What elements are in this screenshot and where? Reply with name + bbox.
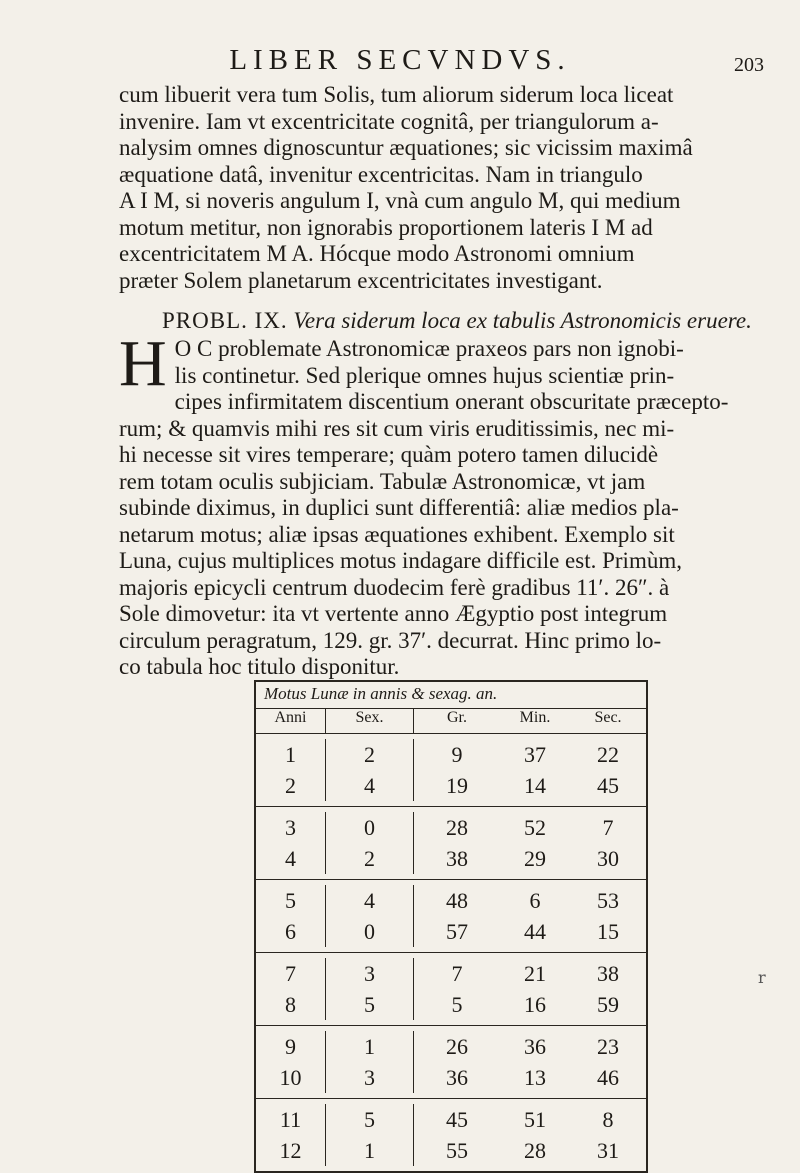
table-row	[256, 885, 646, 916]
cell-anni: 3	[256, 812, 326, 843]
problem-heading	[162, 308, 772, 334]
cell-sex: 3	[326, 958, 414, 989]
cell-sex: 3	[326, 1062, 414, 1093]
cell-sec: 30	[597, 846, 619, 871]
text-line: excentricitatem M A. Hócque modo Astronomi omnium	[119, 241, 635, 266]
cell-sex: 5	[326, 989, 414, 1020]
text-line: O C problemate Astronomicæ praxeos pars non ignobi-	[174, 336, 684, 361]
text-line: præter Solem planetarum excentricitates investigant.	[119, 267, 603, 293]
cell-sec: 59	[597, 992, 619, 1017]
cell-anni: 10	[256, 1062, 326, 1093]
table-row	[256, 1031, 646, 1062]
cell-gr: 55	[446, 1138, 468, 1163]
cell-gr: 7	[451, 961, 463, 986]
cell-anni: 7	[256, 958, 326, 989]
cell-gr: 19	[446, 773, 468, 798]
text-line: rem totam oculis subjiciam. Tabulæ Astronomicæ, vt jam	[119, 468, 646, 494]
cell-sec: 22	[597, 742, 619, 767]
table-row	[256, 1104, 646, 1135]
text-line: Luna, cujus multiplices motus indagare difficile est. Primùm,	[119, 548, 682, 573]
cell-sec: 15	[597, 919, 619, 944]
paragraph-1	[119, 82, 764, 294]
cell-sex: 2	[326, 739, 414, 770]
cell-min: 51	[524, 1107, 546, 1132]
table-group	[256, 1099, 646, 1171]
cell-min: 36	[524, 1034, 546, 1059]
table-row	[256, 812, 646, 843]
cell-sec: 8	[602, 1107, 614, 1132]
cell-anni: 11	[256, 1104, 326, 1135]
cell-anni: 8	[256, 989, 326, 1020]
moon-motion-table	[254, 680, 648, 1173]
text-line: nalysim omnes dignoscuntur æquationes; sic vicissim maximâ	[119, 135, 693, 160]
cell-anni: 2	[256, 770, 326, 801]
page-header	[0, 44, 800, 84]
table-row	[256, 1135, 646, 1166]
cell-sex: 4	[326, 770, 414, 801]
table-group	[256, 807, 646, 880]
cell-min: 6	[529, 888, 541, 913]
margin-mark: r	[758, 968, 766, 987]
cell-min: 14	[524, 773, 546, 798]
cell-gr: 36	[446, 1065, 468, 1090]
table-group	[256, 880, 646, 953]
table-row	[256, 1062, 646, 1093]
cell-anni: 1	[256, 739, 326, 770]
cell-sex: 1	[326, 1135, 414, 1166]
header-anni: Anni	[256, 709, 326, 733]
text-line: circulum peragratum, 129. gr. 37′. decurrat. Hinc primo lo-	[119, 627, 662, 653]
cell-min: 28	[524, 1138, 546, 1163]
problem-title: Vera siderum loca ex tabulis Astronomicis eruere.	[293, 308, 752, 333]
table-row	[256, 843, 646, 874]
cell-sec: 53	[597, 888, 619, 913]
cell-min: 16	[524, 992, 546, 1017]
cell-gr: 48	[446, 888, 468, 913]
table-header	[256, 709, 646, 734]
header-min: Min.	[519, 709, 551, 726]
text-line: invenire. Iam vt excentricitate cognitâ, per triangulorum a-	[119, 108, 659, 134]
cell-sex: 2	[326, 843, 414, 874]
text-line: lis continetur. Sed plerique omnes hujus scientiæ prin-	[174, 362, 675, 388]
cell-sex: 1	[326, 1031, 414, 1062]
cell-anni: 9	[256, 1031, 326, 1062]
cell-sex: 5	[326, 1104, 414, 1135]
cell-gr: 5	[451, 992, 463, 1017]
paragraph-2	[119, 327, 764, 681]
cell-anni: 5	[256, 885, 326, 916]
cell-min: 37	[524, 742, 546, 767]
cell-sec: 46	[597, 1065, 619, 1090]
cell-anni: 6	[256, 916, 326, 947]
text-line: æquatione datâ, invenitur excentricitas. Nam in triangulo	[119, 161, 643, 187]
text-line: subinde diximus, in duplici sunt differentiâ: aliæ medios pla-	[119, 495, 679, 520]
table-body	[256, 734, 646, 1171]
cell-min: 44	[524, 919, 546, 944]
cell-sec: 7	[602, 815, 614, 840]
cell-sec: 31	[597, 1138, 619, 1163]
cell-gr: 45	[446, 1107, 468, 1132]
text-line: cipes infirmitatem discentium onerant obscuritate præcepto-	[174, 389, 729, 414]
header-sex: Sex.	[326, 709, 414, 733]
header-sec: Sec.	[594, 709, 622, 726]
header-gr: Gr.	[447, 709, 467, 726]
page-number: 203	[734, 54, 764, 76]
cell-gr: 26	[446, 1034, 468, 1059]
running-head: LIBER SECVNDVS.	[229, 44, 571, 76]
table-group	[256, 734, 646, 807]
text-line: rum; & quamvis mihi res sit cum viris eruditissimis, nec mi-	[119, 415, 675, 441]
text-line: motum metitur, non ignorabis proportionem lateris I M ad	[119, 214, 653, 240]
text-line: netarum motus; aliæ ipsas æquationes exhibent. Exemplo sit	[119, 521, 675, 547]
cell-gr: 57	[446, 919, 468, 944]
text-line: co tabula hoc titulo disponitur.	[119, 654, 400, 679]
cell-sec: 38	[597, 961, 619, 986]
drop-cap: H	[119, 327, 167, 400]
cell-min: 21	[524, 961, 546, 986]
table-row	[256, 958, 646, 989]
cell-min: 13	[524, 1065, 546, 1090]
text-line: Sole dimovetur: ita vt vertente anno Ægyptio post integrum	[119, 601, 668, 626]
text-line: cum libuerit vera tum Solis, tum aliorum siderum loca liceat	[119, 82, 674, 107]
text-line: A I M, si noveris angulum I, vnà cum angulo M, qui medium	[119, 188, 681, 213]
cell-anni: 4	[256, 843, 326, 874]
cell-sec: 23	[597, 1034, 619, 1059]
text-line: majoris epicycli centrum duodecim ferè gradibus 11′. 26″. à	[119, 574, 670, 600]
cell-sex: 0	[326, 916, 414, 947]
cell-sex: 0	[326, 812, 414, 843]
cell-sex: 4	[326, 885, 414, 916]
problem-label: PROBL. IX.	[162, 308, 288, 333]
cell-gr: 38	[446, 846, 468, 871]
table-row	[256, 916, 646, 947]
cell-anni: 12	[256, 1135, 326, 1166]
table-title: Motus Lunæ in annis & sexag. an.	[256, 680, 646, 709]
table-row	[256, 770, 646, 801]
cell-gr: 9	[451, 742, 463, 767]
table-group	[256, 953, 646, 1026]
cell-gr: 28	[446, 815, 468, 840]
table-group	[256, 1026, 646, 1099]
table-row	[256, 989, 646, 1020]
table-row	[256, 739, 646, 770]
cell-sec: 45	[597, 773, 619, 798]
cell-min: 29	[524, 846, 546, 871]
cell-min: 52	[524, 815, 546, 840]
text-line: hi necesse sit vires temperare; quàm potero tamen dilucidè	[119, 442, 659, 467]
